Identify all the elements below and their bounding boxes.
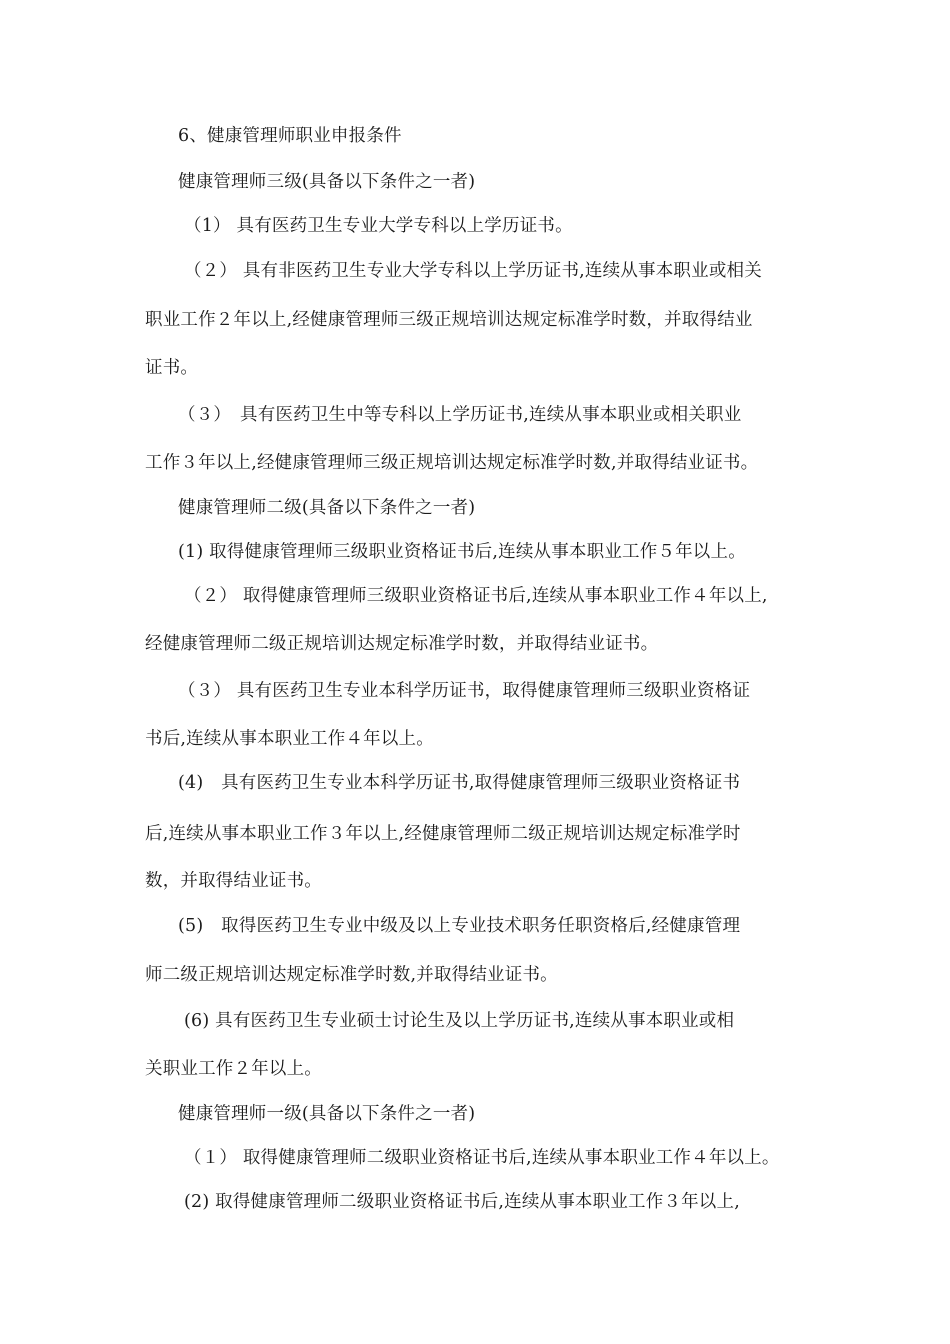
level2-heading: 健康管理师二级(具备以下条件之一者) — [178, 498, 476, 518]
level2-item-4-line-2: 后,连续从事本职业工作３年以上,经健康管理师二级正规培训达规定标准学时 — [145, 824, 741, 844]
level2-item-2-line-2: 经健康管理师二级正规培训达规定标准学时数，并取得结业证书。 — [145, 634, 659, 654]
level2-item-6-line-1: (6) 具有医药卫生专业硕士讨论生及以上学历证书,连续从事本职业或相 — [184, 1011, 735, 1031]
level2-item-5-line-1: (5) 取得医药卫生专业中级及以上专业技术职务任职资格后,经健康管理 — [178, 916, 741, 936]
level3-heading: 健康管理师三级(具备以下条件之一者) — [178, 172, 476, 192]
level2-item-1-line-1: (1) 取得健康管理师三级职业资格证书后,连续从事本职业工作５年以上。 — [178, 542, 746, 562]
level3-item-2-line-2: 职业工作２年以上,经健康管理师三级正规培训达规定标准学时数，并取得结业 — [145, 310, 753, 330]
level2-item-6-line-2: 关职业工作２年以上。 — [145, 1059, 322, 1079]
level1-item-2-line-1: (2) 取得健康管理师二级职业资格证书后,连续从事本职业工作３年以上, — [184, 1192, 740, 1212]
level3-item-2-line-3: 证书。 — [145, 358, 199, 378]
level1-item-1-line-1: （１） 取得健康管理师二级职业资格证书后,连续从事本职业工作４年以上。 — [184, 1148, 780, 1168]
level3-item-3-line-2: 工作３年以上,经健康管理师三级正规培训达规定标准学时数,并取得结业证书。 — [145, 453, 759, 473]
level3-item-3-line-1: （３） 具有医药卫生中等专科以上学历证书,连续从事本职业或相关职业 — [178, 405, 742, 425]
section-title: 6、健康管理师职业申报条件 — [178, 126, 402, 146]
level2-item-4-line-3: 数，并取得结业证书。 — [145, 871, 322, 891]
level3-item-1-line-1: （1） 具有医药卫生专业大学专科以上学历证书。 — [184, 216, 573, 236]
level2-item-2-line-1: （２） 取得健康管理师三级职业资格证书后,连续从事本职业工作４年以上, — [184, 586, 768, 606]
level1-heading: 健康管理师一级(具备以下条件之一者) — [178, 1104, 476, 1124]
level2-item-4-line-1: (4) 具有医药卫生专业本科学历证书,取得健康管理师三级职业资格证书 — [178, 773, 741, 793]
level2-item-3-line-2: 书后,连续从事本职业工作４年以上。 — [145, 729, 434, 749]
level2-item-5-line-2: 师二级正规培训达规定标准学时数,并取得结业证书。 — [145, 965, 558, 985]
level3-item-2-line-1: （２） 具有非医药卫生专业大学专科以上学历证书,连续从事本职业或相关 — [184, 261, 762, 281]
level2-item-3-line-1: （３） 具有医药卫生专业本科学历证书，取得健康管理师三级职业资格证 — [178, 681, 751, 701]
